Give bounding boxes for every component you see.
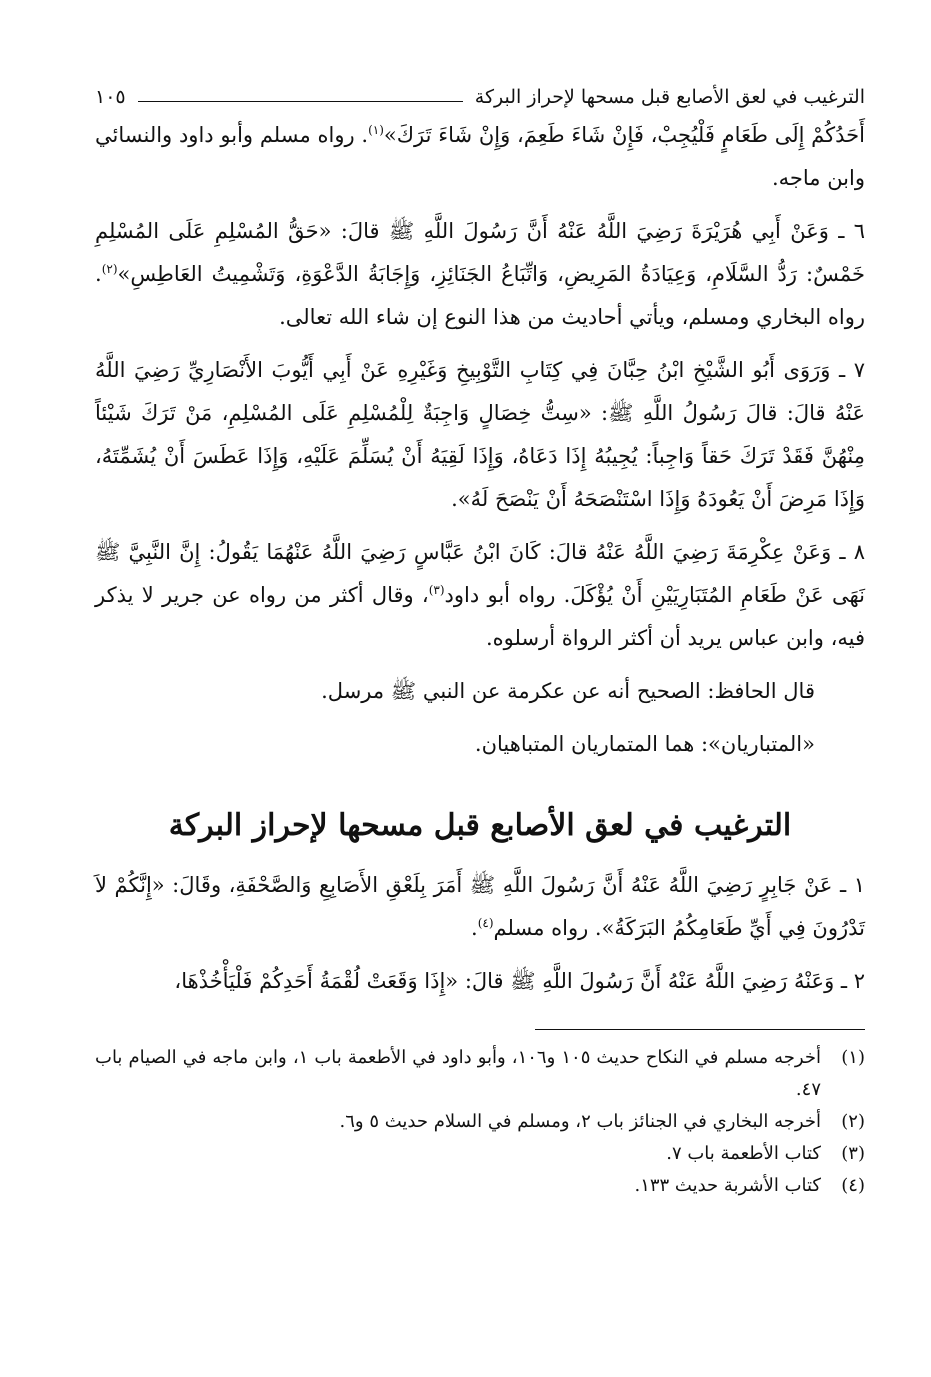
hadith-1: ١ ـ عَنْ جَابِرٍ رَضِيَ اللَّهُ عَنْهُ أَنَّ رَسُولَ اللَّهِ ﷺ أَمَرَ بِلَعْقِ الأَصَابِعِ وَالصَّحْفَةِ، وقَالَ: «إِنَّكُمْ لاَ تَدْرُونَ فِي أَيِّ طَعَامِكُمُ البَرَكَةُ». رواه مسلم$^{(٤)}$. [95,873,865,940]
footnote [95,1106,865,1138]
footnote [95,1138,865,1170]
running-header [95,80,865,114]
footnote [95,1170,865,1202]
footnote-text: كتاب الأشربة حديث ١٣٣. [634,1175,821,1196]
footnote-number: (٤) [841,1175,865,1196]
book-page [95,80,865,1360]
section-title: الترغيب في لعق الأصابع قبل مسحها لإحراز البركة [168,808,792,843]
hafiz-note: قال الحافظ: الصحيح أنه عن عكرمة عن النبي ﷺ مرسل. [321,679,815,703]
footnote-text: أخرجه البخاري في الجنائز باب ٢، ومسلم في السلام حديث ٥ و٦. [339,1111,821,1132]
main-text [95,114,865,1003]
footnotes [95,1042,865,1202]
hadith-2: ٢ ـ وَعَنْهُ رَضِيَ اللَّهُ عَنْهُ أَنَّ رَسُولَ اللَّهِ ﷺ قالَ: «إِذَا وَقَعَتْ لُقْمَةُ أَحَدِكُمْ فَلْيَأْخُذْهَا، [174,969,865,993]
header-rule [138,101,463,102]
hadith-7: ٧ ـ وَرَوَى أَبُو الشَّيْخِ ابْنُ حِبَّانَ فِي كِتَابِ التَّوْبِيخِ وَغَيْرِهِ عَنْ أَبِي أَيُّوبَ الأَنْصَارِيِّ رَضِيَ اللَّهُ عَنْهُ قالَ: قالَ رَسُولُ اللَّهِ ﷺ: «سِتُّ خِصَالٍ وَاجِبَةٌ لِلْمُسْلِمِ عَلَى المُسْلِمِ، مَنْ تَرَكَ شَيْئاً مِنْهُنَّ فَقَدْ تَرَكَ حَقاً وَاجِباً: يُجِيبُهُ إِذَا دَعَاهُ، وَإِذَا لَقِيَهُ أَنْ يُسَلِّمَ عَلَيْهِ، وَإِذَا عَطَسَ أَنْ يُشَمِّتَهُ، وَإِذَا مَرِضَ أَنْ يَعُودَهُ وَإِذَا اسْتَنْصَحَهُ أَنْ يَنْصَحَ لَهُ». [95,358,865,511]
definition-note: «المتباريان»: هما المتماريان المتباهيان. [474,732,815,756]
page-number: ١٠٥ [95,86,126,108]
hadith-6: ٦ ـ وَعَنْ أَبِي هُرَيْرَةَ رَضِيَ اللَّهُ عَنْهُ أَنَّ رَسُولَ اللَّهِ ﷺ قالَ: «حَقُّ المُسْلِمِ عَلَى المُسْلِمِ خَمْسٌ: رَدُّ السَّلَامِ، وَعِيَادَةُ المَرِيضِ، وَاتِّبَاعُ الجَنَائِزِ، وَإِجَابَةُ الدَّعْوَةِ، وَتَشْمِيتُ العَاطِسِ»$^{(٢)}$. رواه البخاري ومسلم، ويأتي أحاديث من هذا النوع إن شاء الله تعالى. [95,219,865,329]
footnote-ref[interactable]: (٣) [428,583,445,597]
footnote [95,1042,865,1106]
footnote-text: كتاب الأطعمة باب ٧. [666,1143,821,1164]
footnote-number: (٣) [841,1143,865,1164]
footnote-ref[interactable]: (٢) [101,262,118,276]
footnote-text: أخرجه مسلم في النكاح حديث ١٠٥ و١٠٦، وأبو داود في الأطعمة باب ١، وابن ماجه في الصيام باب ٤٧. [95,1047,821,1100]
footnote-divider [535,1029,865,1030]
footnote-number: (١) [841,1047,865,1068]
hadith-8: ٨ ـ وَعَنْ عِكْرِمَةَ رَضِيَ اللَّهُ عَنْهُ قالَ: كَانَ ابْنُ عَبَّاسٍ رَضِيَ اللَّهُ عَنْهُمَا يَقُولُ: إِنَّ النَّبِيَّ ﷺ نَهَى عَنْ طَعَامِ المُتَبَارِيَيْنِ أَنْ يُؤْكَلَ. رواه أبو داود$^{(٣)}$، وقال أكثر من رواه عن جرير لا يذكر فيه، وابن عباس يريد أن أكثر الرواة أرسلوه. [95,540,865,650]
header-title: الترغيب في لعق الأصابع قبل مسحها لإحراز البركة [474,86,865,108]
footnote-ref[interactable]: (١) [368,123,384,137]
footnote-number: (٢) [841,1111,865,1132]
footnote-ref[interactable]: (٤) [477,916,494,930]
paragraph: أَحَدُكُمْ إِلَى طَعَامٍ فَلْيُجِبْ، فَإِنْ شَاءَ طَعِمَ، وَإِنْ شَاءَ تَرَكَ»$^{(١)}$. رواه مسلم وأبو داود والنسائي وابن ماجه. [95,123,865,190]
